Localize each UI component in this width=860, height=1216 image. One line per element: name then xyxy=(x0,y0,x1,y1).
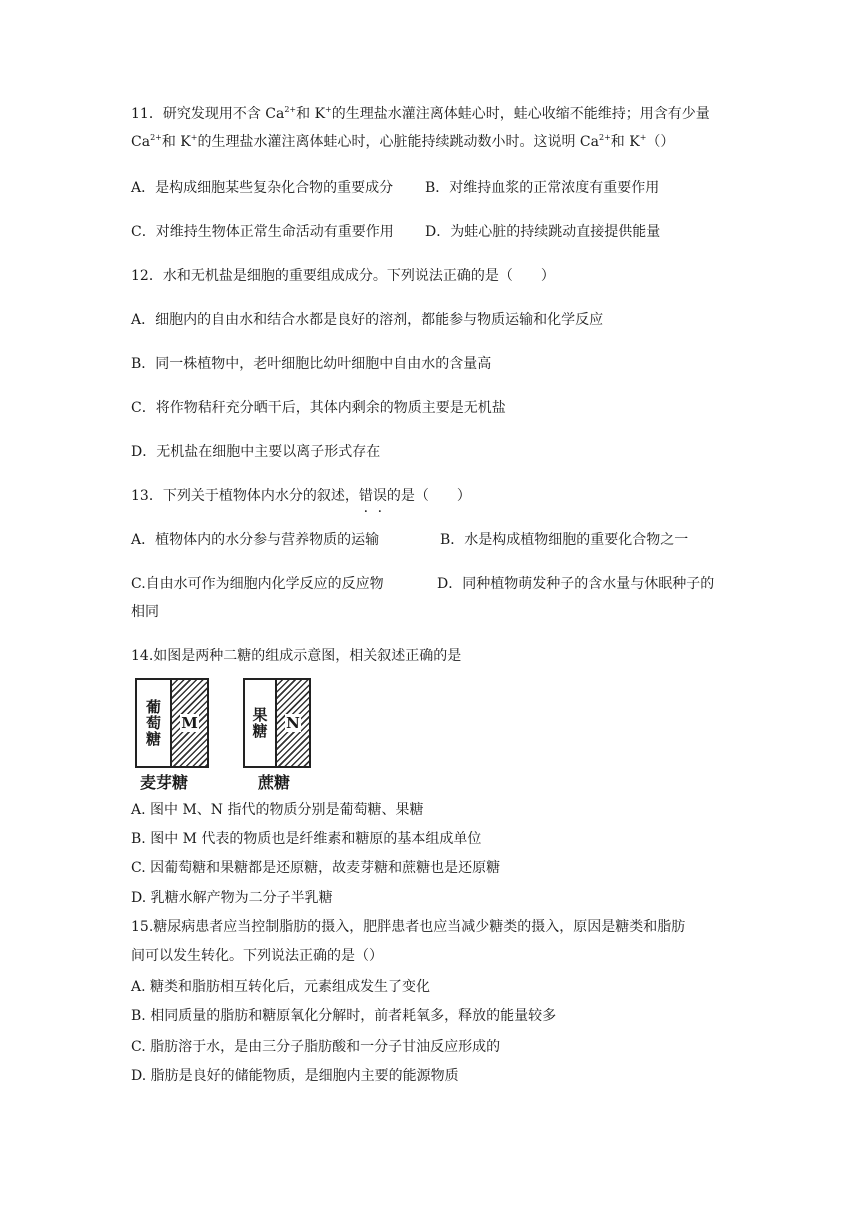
maltose-diagram xyxy=(135,678,209,768)
q11-option-a: A．是构成细胞某些复杂化合物的重要成分 xyxy=(131,180,394,196)
superscript: 2+ xyxy=(599,133,611,142)
q13-text: 13．下列关于植物体内水分的叙述， xyxy=(131,488,359,504)
q14-option-b: B. 图中 M 代表的物质也是纤维素和糖原的基本组成单位 xyxy=(131,831,482,847)
superscript: + xyxy=(325,105,332,114)
n-block xyxy=(277,680,309,766)
q11-text: 和 K xyxy=(610,134,640,150)
sucrose-diagram xyxy=(243,678,311,768)
q11-text: （） xyxy=(646,134,675,150)
q13-option-a: A．植物体内的水分参与营养物质的运输 xyxy=(131,532,380,548)
q14-option-d: D. 乳糖水解产物为二分子半乳糖 xyxy=(131,890,333,906)
q11-text: Ca xyxy=(131,134,151,150)
q12-option-b: B．同一株植物中，老叶细胞比幼叶细胞中自由水的含量高 xyxy=(131,356,492,372)
q11-option-d: D．为蛙心脏的持续跳动直接提供能量 xyxy=(425,224,661,240)
q11-text: 的生理盐水灌注离体蛙心时，蛙心收缩不能维持；用含有少量 xyxy=(331,106,710,122)
q11-option-c: C．对维持生物体正常生命活动有重要作用 xyxy=(131,224,394,240)
q13-stem xyxy=(131,486,471,506)
q11-stem-line2 xyxy=(131,132,674,152)
q12-option-c: C．将作物秸秆充分晒干后，其体内剩余的物质主要是无机盐 xyxy=(131,400,506,416)
q12-option-a: A．细胞内的自由水和结合水都是良好的溶剂，都能参与物质运输和化学反应 xyxy=(131,312,604,328)
q11-stem-line1 xyxy=(131,104,710,124)
q15-option-b: B. 相同质量的脂肪和糖原氧化分解时，前者耗氧多，释放的能量较多 xyxy=(131,1008,557,1024)
q15-option-a: A. 糖类和脂肪相互转化后，元素组成发生了变化 xyxy=(131,979,431,995)
q13-text: 的是（ ） xyxy=(386,488,471,504)
q14-stem: 14.如图是两种二糖的组成示意图，相关叙述正确的是 xyxy=(131,648,462,664)
q11-option-b: B．对维持血浆的正常浓度有重要作用 xyxy=(425,180,660,196)
superscript: + xyxy=(190,133,198,142)
fructose-block: 果糖 xyxy=(245,680,277,766)
n-label: N xyxy=(286,714,300,732)
q14-option-a: A. 图中 M、N 指代的物质分别是葡萄糖、果糖 xyxy=(131,802,424,818)
q11-text: 的生理盐水灌注离体蛙心时，心脏能持续跳动数小时。这说明 Ca xyxy=(197,134,599,150)
sucrose-caption: 蔗糖 xyxy=(258,773,291,792)
m-label: M xyxy=(181,714,198,732)
superscript: 2+ xyxy=(284,105,297,114)
q15-stem-line1: 15.糖尿病患者应当控制脂肪的摄入，肥胖患者也应当减少糖类的摄入，原因是糖类和脂肪 xyxy=(131,919,686,935)
q12-stem: 12．水和无机盐是细胞的重要组成成分。下列说法正确的是（ ） xyxy=(131,268,555,284)
q13-option-c: C.自由水可作为细胞内化学反应的反应物 xyxy=(131,576,384,592)
q11-text: 和 K xyxy=(161,134,191,150)
q15-stem-line2: 间可以发生转化。下列说法正确的是（） xyxy=(131,948,383,964)
q13-option-d-cont: 相同 xyxy=(131,604,159,620)
q15-option-c: C. 脂肪溶于水，是由三分子脂肪酸和一分子甘油反应形成的 xyxy=(131,1039,501,1055)
q11-text: 和 K xyxy=(296,106,326,122)
maltose-caption: 麦芽糖 xyxy=(140,773,189,792)
q11-text: 11．研究发现用不含 Ca xyxy=(131,106,285,122)
q15-option-d: D. 脂肪是良好的储能物质，是细胞内主要的能源物质 xyxy=(131,1068,459,1084)
q13-option-d: D．同种植物萌发种子的含水量与休眠种子的 xyxy=(437,576,715,592)
emphasis-char: 错 xyxy=(358,488,373,504)
superscript: + xyxy=(639,133,647,142)
q14-option-c: C. 因葡萄糖和果糖都是还原糖，故麦芽糖和蔗糖也是还原糖 xyxy=(131,860,501,876)
emphasis-char: 误 xyxy=(372,488,387,504)
superscript: 2+ xyxy=(150,133,162,142)
q12-option-d: D．无机盐在细胞中主要以离子形式存在 xyxy=(131,444,381,460)
m-block xyxy=(172,680,207,766)
q13-option-b: B．水是构成植物细胞的重要化合物之一 xyxy=(440,532,689,548)
glucose-block: 葡萄糖 xyxy=(137,680,172,766)
